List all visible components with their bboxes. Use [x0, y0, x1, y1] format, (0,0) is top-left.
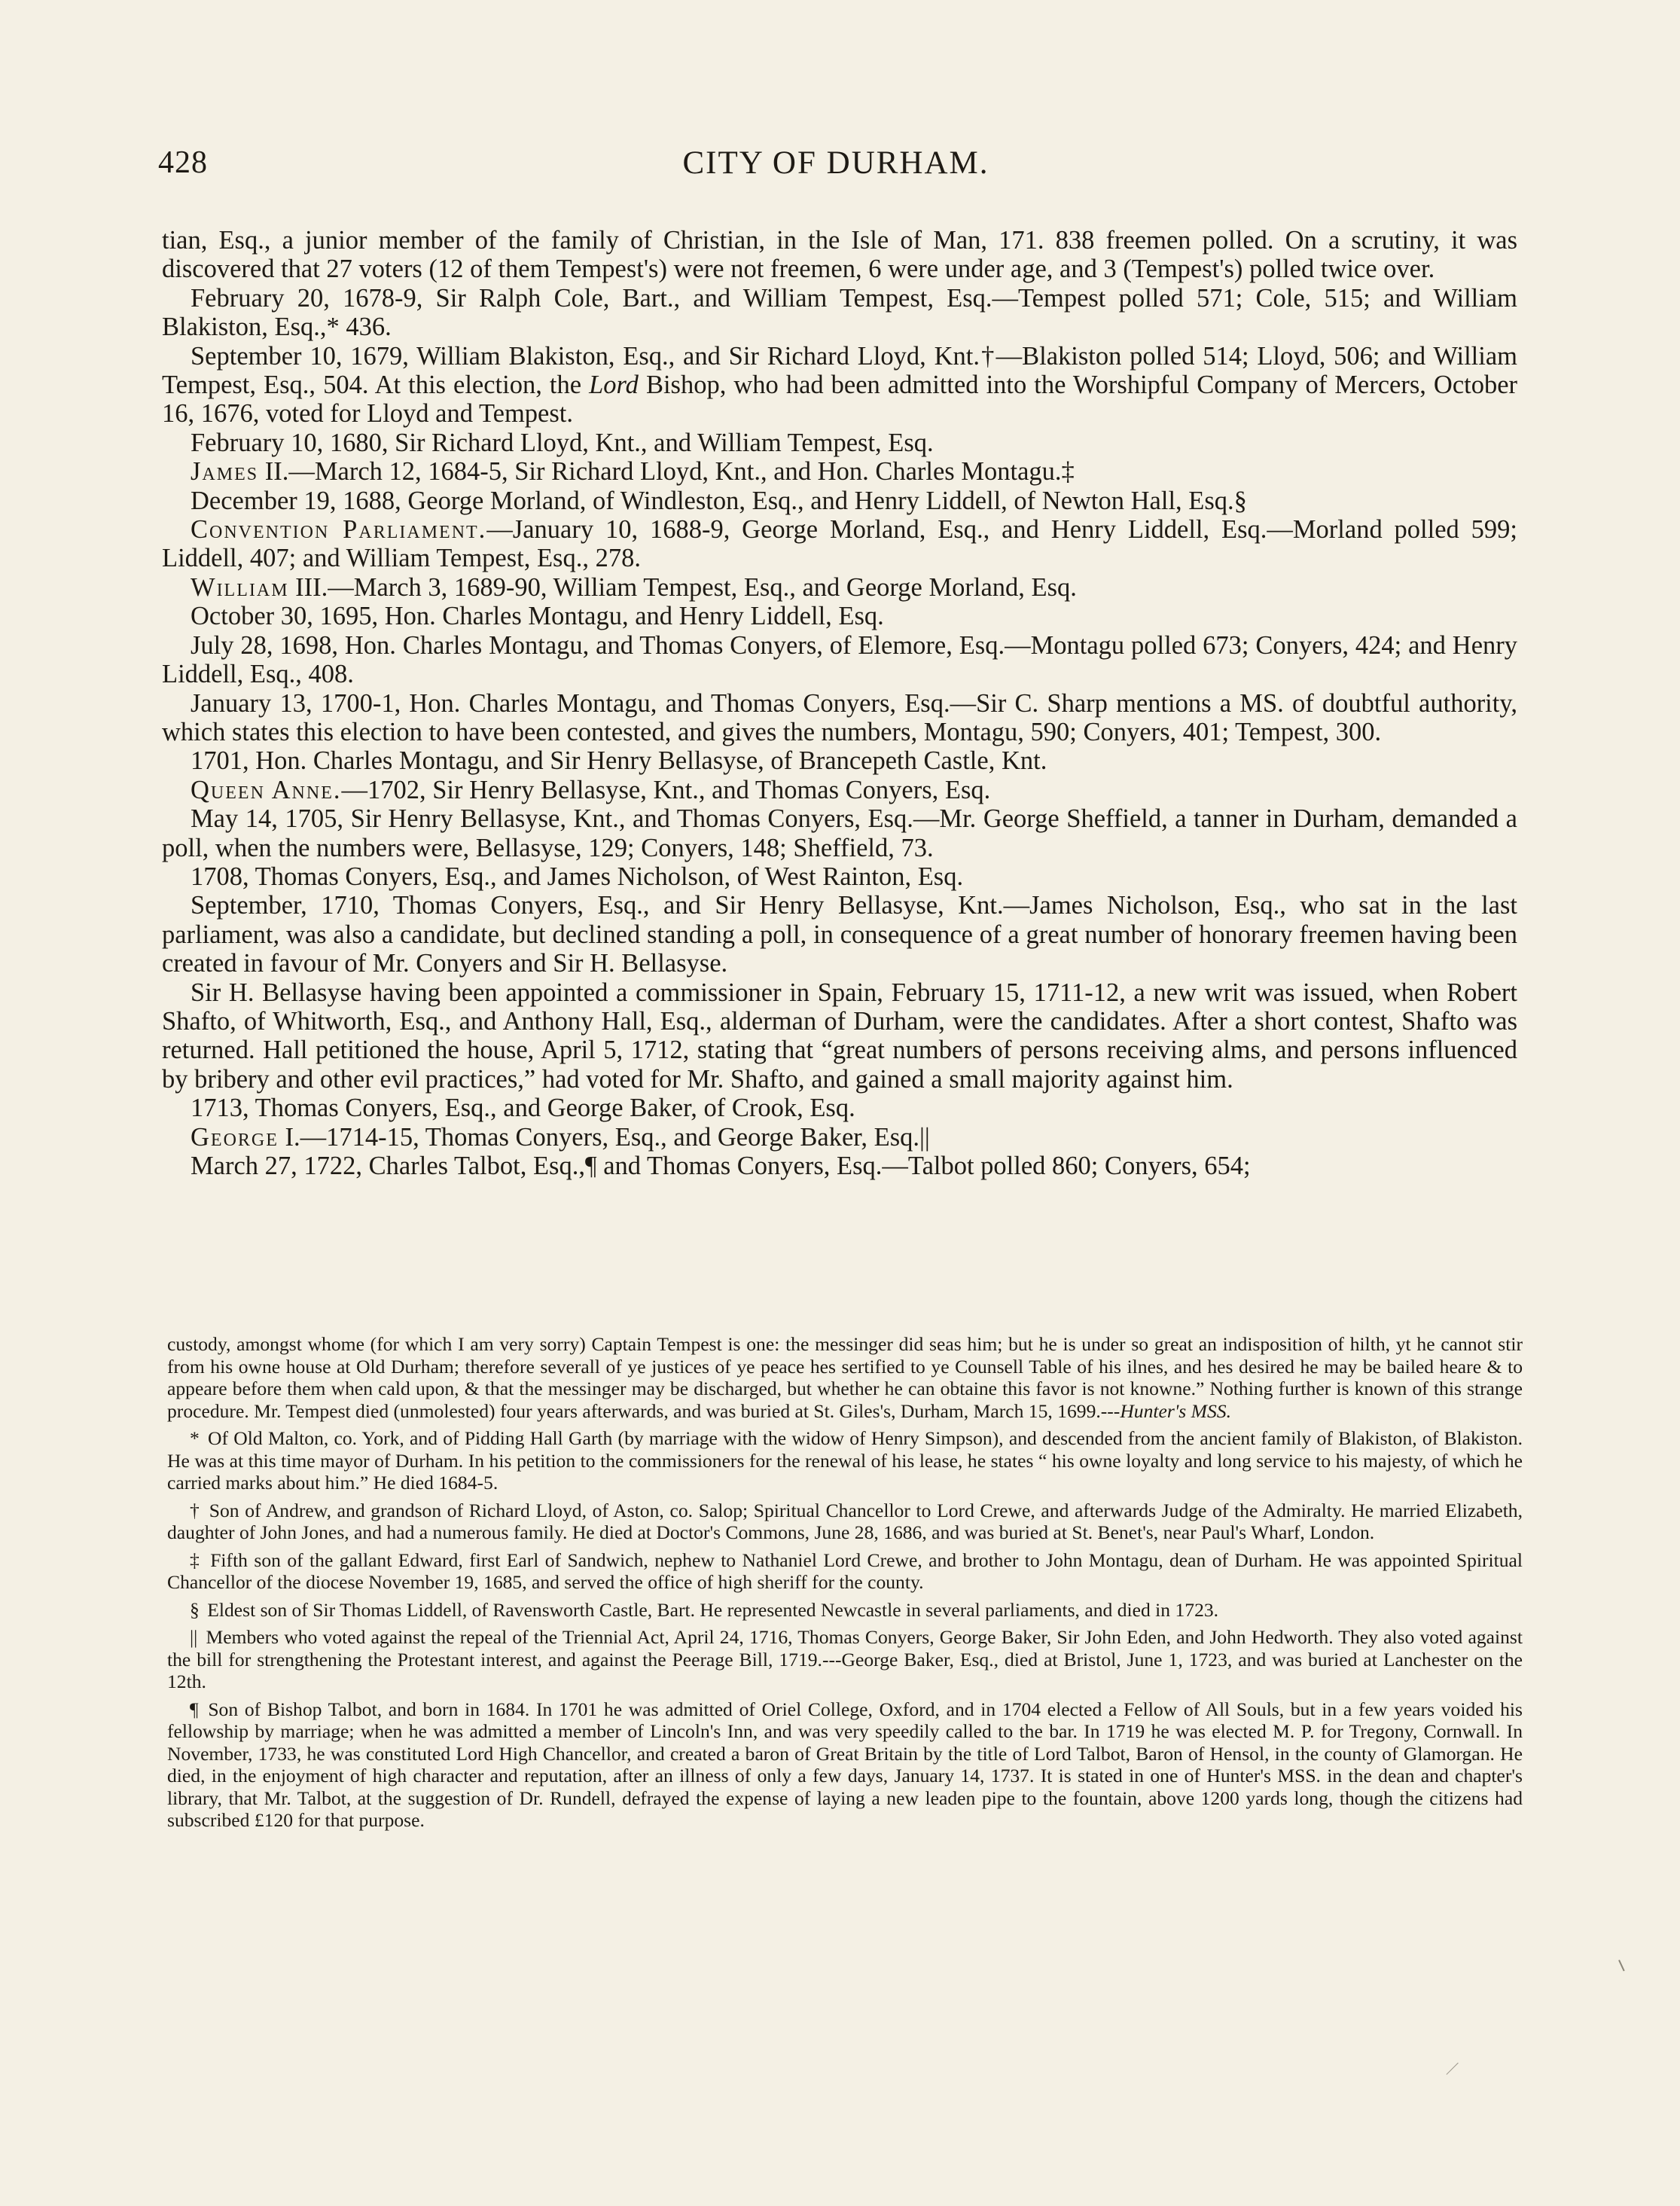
footnote [167, 1500, 1523, 1544]
paragraph: May 14, 1705, Sir Henry Bellasyse, Knt., and Thomas Conyers, Esq.—Mr. George Sheffield, a tanner in Durham, demanded a poll, when the numbers were, Bellasyse, 129; Conyers, 148; Sheffield, 73. [162, 804, 1517, 862]
paragraph: 1713, Thomas Conyers, Esq., and George Baker, of Crook, Esq. [191, 1094, 855, 1123]
paragraph [162, 342, 1517, 429]
paragraph [162, 515, 1517, 573]
paragraph: September, 1710, Thomas Conyers, Esq., and Sir Henry Bellasyse, Knt.—James Nicholson, Esq., who sat in the last parliament, was also a candidate, but declined standing a poll, in consequence of a great number of honorary freemen having been created in favour of Mr. Conyers and Sir H. Bellasyse. [162, 891, 1517, 978]
footnote-marker: § [190, 1598, 200, 1621]
footnote-text: Fifth son of the gallant Edward, first Earl of Sandwich, nephew to Nathaniel Lord Crewe, and brother to John Montagu, dean of Durham. He was appointed Spiritual Chancellor of the diocese November 19, 1685, and served the office of high sheriff for the county. [167, 1548, 1523, 1593]
parliament-heading: Convention Parliament. [191, 515, 487, 545]
margin-mark [1447, 2063, 1459, 2076]
paragraph: Sir H. Bellasyse having been appointed a commissioner in Spain, February 15, 1711-12, a new writ was issued, when Robert Shafto, of Whitworth, Esq., and Anthony Hall, Esq., alderman of Durham, were the candidates. After a short contest, Shafto was returned. Hall petitioned the house, April 5, 1712, stating that “great numbers of persons receiving alms, and persons influenced by bribery and other evil practices,” had voted for Mr. Shafto, and gained a small majority against him. [162, 978, 1517, 1094]
monarch-heading: William [191, 572, 289, 602]
footnote-continuation [167, 1333, 1523, 1422]
italic-term: Lord [589, 371, 639, 400]
footnote-text: Son of Bishop Talbot, and born in 1684. In 1701 he was admitted of Oriel College, Oxford, and in 1704 elected a Fellow of All Souls, but in a few years voided his fellowship by marriage; when he was admitted a member of Lincoln's Inn, and was very speedily called to the bar. In 1719 he was elected M. P. for Tregony, Cornwall. In November, 1733, he was constituted Lord High Chancellor, and created a baron of Great Britain by the title of Lord Talbot, Baron of Hensol, in the county of Glamorgan. He died, in the enjoyment of high character and reputation, after an illness of only a few days, January 14, 1737. It is stated in one of Hunter's MSS. in the dean and chapter's library, that Mr. Talbot, at the suggestion of Dr. Rundell, defrayed the expense of laying a new leaden pipe to the fountain, above 1200 yards long, though the citizens had subscribed £120 for that purpose. [167, 1698, 1523, 1831]
paragraph [162, 1123, 1517, 1152]
citation: Hunter's MSS. [1120, 1399, 1231, 1422]
running-title: CITY OF DURHAM. [682, 145, 989, 181]
monarch-heading: Queen Anne. [191, 775, 342, 804]
paragraph: January 13, 1700-1, Hon. Charles Montagu, and Thomas Conyers, Esq.—Sir C. Sharp mentions a MS. of doubtful authority, which states this election to have been contested, and gives the numbers, Montagu, 590; Conyers, 401; Tempest, 300. [162, 688, 1517, 746]
footnote [167, 1698, 1523, 1832]
page-header [158, 145, 1514, 190]
paragraph-text: —January 10, 1688-9, George Morland, Esq., and Henry Liddell, Esq.—Morland polled 599; Liddell, 407; and William Tempest, Esq., 278. [162, 515, 1517, 573]
footnote [167, 1599, 1523, 1622]
footnote-text: Members who voted against the repeal of the Triennial Act, April 24, 1716, Thomas Conyers, George Baker, Sir John Eden, and John Hedworth. They also voted against the bill for strengthening the Protestant interest, and against the Peerage Bill, 1719.---George Baker, Esq., died at Bristol, June 1, 1723, and was buried at Lanchester on the 12th. [167, 1626, 1523, 1692]
footnote-text: Son of Andrew, and grandson of Richard Lloyd, of Aston, co. Salop; Spiritual Chancellor to Lord Crewe, and afterwards Judge of the Admiralty. He married Elizabeth, daughter of John Jones, and had a numerous family. He died at Doctor's Commons, June 28, 1686, and was buried at St. Benet's, near Paul's Wharf, London. [167, 1499, 1523, 1543]
footnote [167, 1626, 1523, 1693]
footnote-text: Eldest son of Sir Thomas Liddell, of Ravensworth Castle, Bart. He represented Newcastle in several parliaments, and died in 1723. [207, 1598, 1219, 1621]
paragraph: tian, Esq., a junior member of the family of Christian, in the Isle of Man, 171. 838 freemen polled. On a scrutiny, it was discovered that 27 voters (12 of them Tempest's) were not freemen, 6 were under age, and 3 (Tempest's) polled twice over. [162, 226, 1517, 284]
footnote-marker: † [190, 1499, 201, 1521]
paragraph: 1701, Hon. Charles Montagu, and Sir Henry Bellasyse, of Brancepeth Castle, Knt. [191, 746, 1047, 776]
paragraph: February 10, 1680, Sir Richard Lloyd, Knt., and William Tempest, Esq. [191, 428, 934, 457]
footnote-marker: ¶ [190, 1698, 199, 1720]
paragraph [162, 457, 1517, 486]
footnote-text: Of Old Malton, co. York, and of Pidding Hall Garth (by marriage with the widow of Henry Simpson), and descended from the ancient family of Blakiston, of Blakiston. He was at this time mayor of Durham. In his petition to the commissioners for the renewal of his lease, he states “ his owne loyalty and long service to his majesty, of which he carried marks about him.” He died 1684-5. [167, 1427, 1523, 1494]
paragraph: October 30, 1695, Hon. Charles Montagu, and Henry Liddell, Esq. [191, 602, 884, 631]
monarch-heading: James [191, 457, 259, 487]
paragraph-text: I.—1714-15, Thomas Conyers, Esq., and George Baker, Esq.|| [285, 1122, 930, 1152]
paragraph-text: II.—March 12, 1684-5, Sir Richard Lloyd, Knt., and Hon. Charles Montagu.‡ [264, 457, 1075, 487]
page-number: 428 [158, 145, 208, 180]
margin-mark [1618, 1957, 1630, 1972]
footnotes [167, 1333, 1523, 1837]
paragraph-text: —1702, Sir Henry Bellasyse, Knt., and Thomas Conyers, Esq. [341, 775, 991, 804]
footnote-marker: ‡ [190, 1548, 201, 1571]
monarch-heading: George [191, 1122, 279, 1152]
paragraph: December 19, 1688, George Morland, of Windleston, Esq., and Henry Liddell, of Newton Hall, Esq.§ [191, 486, 1247, 515]
footnote-text: custody, amongst whome (for which I am very sorry) Captain Tempest is one: the messinger did seas him; but he is under so great an indisposition of hilth, yt he cannot stir from his owne house at Old Durham; therefore severall of ye justices of ye peace hes sertified to ye Counsell Table of his ilnes, and hes desired he may be bailed heare & to appeare before them when cald upon, & that the messinger may be discharged, but whether he can obtaine this favor is not knowne.” Nothing further is known of this strange procedure. Mr. Tempest died (unmolested) four years afterwards, and was buried at St. Giles's, Durham, March 15, 1699.--- [167, 1333, 1523, 1422]
footnote [167, 1549, 1523, 1594]
paragraph: July 28, 1698, Hon. Charles Montagu, and Thomas Conyers, of Elemore, Esq.—Montagu polled 673; Conyers, 424; and Henry Liddell, Esq., 408. [162, 630, 1517, 689]
footnote-marker: || [190, 1626, 198, 1648]
paragraph-text: September 10, 1679, William Blakiston, Esq., and Sir Richard Lloyd, Knt.†—Blakiston polled 514; Lloyd, 506; and William Tempest, Esq., 504. At this election, the [162, 341, 1517, 400]
paragraph: March 27, 1722, Charles Talbot, Esq.,¶ and Thomas Conyers, Esq.—Talbot polled 860; Conyers, 654; [191, 1152, 1251, 1180]
paragraph [162, 573, 1517, 602]
paragraph: February 20, 1678-9, Sir Ralph Cole, Bart., and William Tempest, Esq.—Tempest polled 571; Cole, 515; and William Blakiston, Esq.,* 436. [162, 283, 1517, 342]
paragraph [162, 776, 1517, 804]
paragraph-text: Bishop, who had been admitted into the Worshipful Company of Mercers, October 16, 1676, voted for Lloyd and Tempest. [162, 371, 1518, 429]
footnote [167, 1427, 1523, 1494]
footnote-marker: * [190, 1427, 200, 1449]
main-text [162, 226, 1517, 1180]
paragraph-text: III.—March 3, 1689-90, William Tempest, Esq., and George Morland, Esq. [295, 572, 1077, 602]
paragraph: 1708, Thomas Conyers, Esq., and James Nicholson, of West Rainton, Esq. [191, 862, 964, 891]
